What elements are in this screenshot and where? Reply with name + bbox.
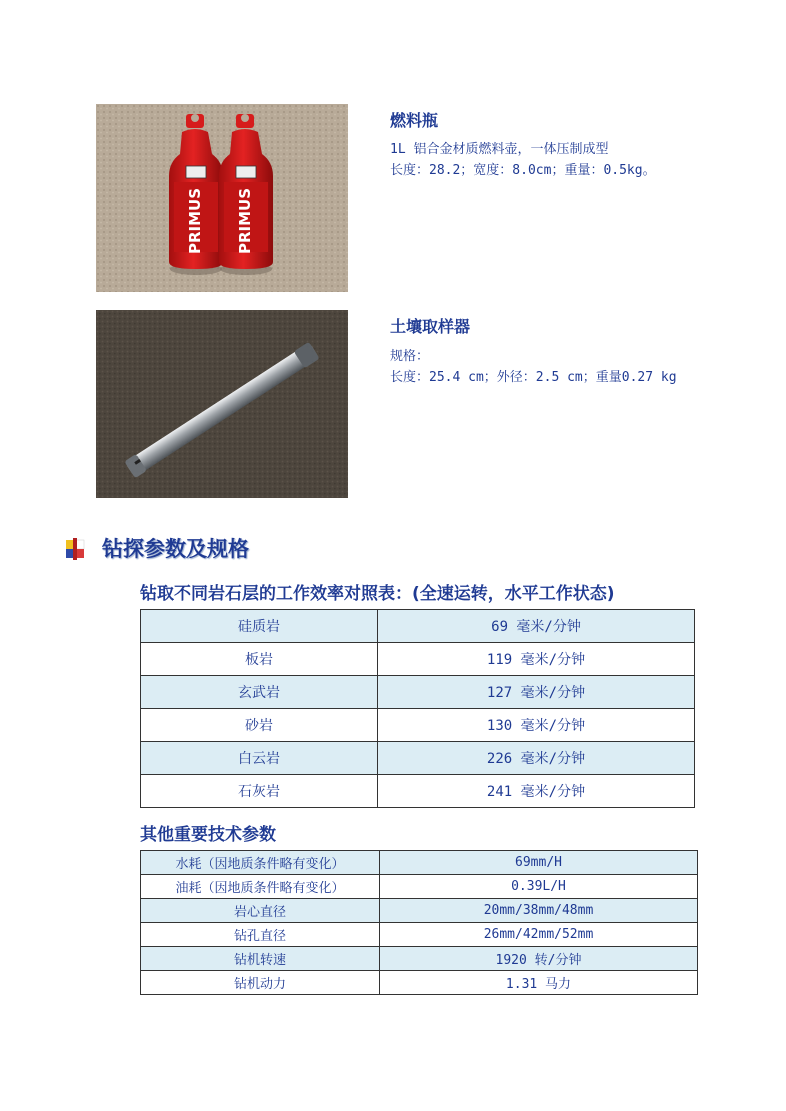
- rock-type-cell: 板岩: [141, 643, 378, 676]
- table-row: [141, 643, 695, 676]
- table-row: [141, 875, 698, 899]
- rate-cell: 226 毫米/分钟: [378, 742, 695, 775]
- soil-sampler-spec-label: 规格：: [390, 349, 430, 364]
- rock-type-cell: 砂岩: [141, 709, 378, 742]
- table-row: [141, 947, 698, 971]
- param-value-cell: 26mm/42mm/52mm: [380, 923, 698, 947]
- section-title: 钻探参数及规格: [102, 537, 249, 561]
- fuel-bottle-photo: [96, 104, 348, 292]
- table-row: [141, 709, 695, 742]
- fuel-bottle-specs: 长度：28.2；宽度：8.0cm；重量：0.5kg。: [390, 163, 656, 178]
- table-row: [141, 676, 695, 709]
- param-value-cell: 1.31 马力: [380, 971, 698, 995]
- table-row: [141, 923, 698, 947]
- table-row: [141, 775, 695, 808]
- efficiency-table: [140, 609, 695, 808]
- soil-sampler-title: 土壤取样器: [390, 317, 471, 336]
- rock-type-cell: 石灰岩: [141, 775, 378, 808]
- primus-logo-right: PRIMUS: [236, 187, 254, 254]
- rock-type-cell: 白云岩: [141, 742, 378, 775]
- table-row: [141, 742, 695, 775]
- tech-table-title: 其他重要技术参数: [140, 825, 276, 845]
- quad-bullet-icon: [64, 538, 86, 560]
- param-value-cell: 69mm/H: [380, 851, 698, 875]
- rock-type-cell: 硅质岩: [141, 610, 378, 643]
- param-name-cell: 钻机动力: [141, 971, 380, 995]
- param-value-cell: 20mm/38mm/48mm: [380, 899, 698, 923]
- fuel-bottle-title: 燃料瓶: [390, 111, 439, 130]
- param-name-cell: 钻孔直径: [141, 923, 380, 947]
- rate-cell: 119 毫米/分钟: [378, 643, 695, 676]
- param-value-cell: 1920 转/分钟: [380, 947, 698, 971]
- param-value-cell: 0.39L/H: [380, 875, 698, 899]
- table-row: [141, 610, 695, 643]
- soil-sampler-specs: 长度：25.4 cm；外径：2.5 cm；重量0.27 kg: [390, 370, 677, 385]
- tech-params-table: [140, 850, 698, 995]
- fuel-bottle-desc: 1L 铝合金材质燃料壶，一体压制成型: [390, 142, 609, 157]
- param-name-cell: 钻机转速: [141, 947, 380, 971]
- rock-type-cell: 玄武岩: [141, 676, 378, 709]
- primus-logo-left: PRIMUS: [186, 187, 204, 254]
- table-row: [141, 899, 698, 923]
- rate-cell: 130 毫米/分钟: [378, 709, 695, 742]
- efficiency-table-title: 钻取不同岩石层的工作效率对照表：(全速运转，水平工作状态): [140, 584, 615, 604]
- rate-cell: 127 毫米/分钟: [378, 676, 695, 709]
- table-row: [141, 851, 698, 875]
- soil-sampler-photo: [96, 310, 348, 498]
- table-row: [141, 971, 698, 995]
- rate-cell: 69 毫米/分钟: [378, 610, 695, 643]
- param-name-cell: 水耗（因地质条件略有变化）: [141, 851, 380, 875]
- param-name-cell: 油耗（因地质条件略有变化）: [141, 875, 380, 899]
- param-name-cell: 岩心直径: [141, 899, 380, 923]
- rate-cell: 241 毫米/分钟: [378, 775, 695, 808]
